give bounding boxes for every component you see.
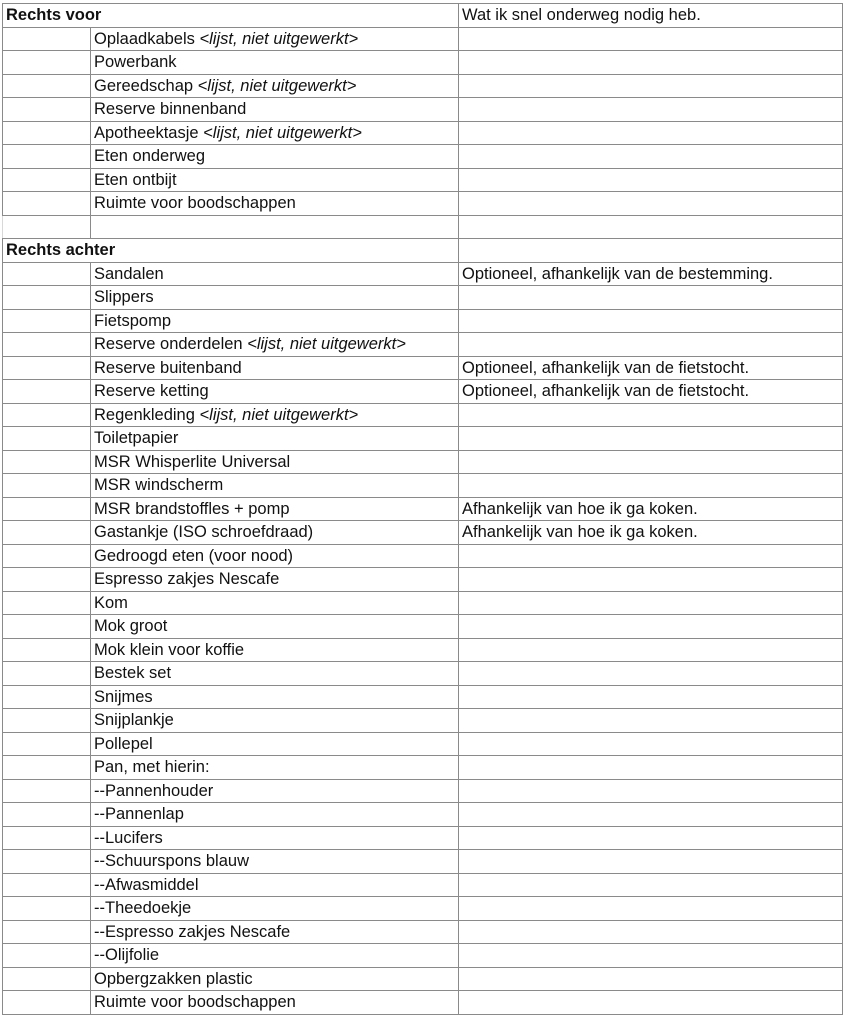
item-cell[interactable] (91, 27, 459, 51)
indent-cell[interactable] (3, 262, 91, 286)
comment-cell[interactable]: Afhankelijk van hoe ik ga koken. (459, 521, 843, 545)
item-cell[interactable] (91, 873, 459, 897)
indent-cell[interactable] (3, 638, 91, 662)
item-cell[interactable] (91, 756, 459, 780)
item-cell[interactable] (91, 521, 459, 545)
indent-cell[interactable] (3, 873, 91, 897)
item-cell[interactable] (91, 403, 459, 427)
item-cell[interactable] (91, 544, 459, 568)
table-row (3, 850, 843, 874)
table-row (3, 168, 843, 192)
item-label: Eten onderweg (94, 147, 205, 166)
item-cell[interactable] (91, 427, 459, 451)
item-label: Mok klein voor koffie (94, 640, 245, 659)
indent-cell[interactable] (3, 779, 91, 803)
item-label: Bestek set (94, 664, 172, 683)
item-cell[interactable] (91, 897, 459, 921)
comment-cell[interactable] (459, 286, 843, 310)
table-row (3, 192, 843, 216)
item-label: Reserve buitenband (94, 358, 242, 377)
item-label: Snijmes (94, 687, 153, 706)
comment-cell[interactable] (459, 403, 843, 427)
indent-cell[interactable] (3, 568, 91, 592)
indent-cell[interactable] (3, 920, 91, 944)
comment-cell[interactable] (459, 121, 843, 145)
indent-cell[interactable] (3, 732, 91, 756)
item-cell[interactable] (91, 333, 459, 357)
section-header-row (3, 239, 843, 263)
comment-cell[interactable] (459, 850, 843, 874)
item-cell[interactable] (91, 685, 459, 709)
table-row (3, 262, 843, 286)
item-label: --Schuurspons blauw (94, 852, 249, 871)
indent-cell[interactable] (3, 192, 91, 216)
comment-cell[interactable] (459, 944, 843, 968)
item-label: Regenkleding (94, 405, 195, 424)
item-cell[interactable] (91, 192, 459, 216)
indent-cell[interactable] (3, 991, 91, 1015)
item-cell[interactable] (91, 309, 459, 333)
indent-cell[interactable] (3, 662, 91, 686)
comment-cell[interactable] (459, 991, 843, 1015)
empty-cell[interactable] (459, 215, 843, 239)
item-cell[interactable] (91, 991, 459, 1015)
comment-cell[interactable] (459, 920, 843, 944)
table-row (3, 474, 843, 498)
item-cell[interactable] (91, 850, 459, 874)
indent-cell[interactable] (3, 756, 91, 780)
item-cell[interactable] (91, 967, 459, 991)
indent-cell[interactable] (3, 474, 91, 498)
item-cell[interactable] (91, 944, 459, 968)
item-label: Gedroogd eten (voor nood) (94, 546, 294, 565)
item-cell[interactable] (91, 709, 459, 733)
indent-cell[interactable] (3, 803, 91, 827)
comment-cell[interactable] (459, 51, 843, 75)
table-row (3, 826, 843, 850)
item-label: --Olijfolie (94, 946, 160, 965)
item-label: --Pannenhouder (94, 781, 214, 800)
comment-cell[interactable] (459, 873, 843, 897)
section-comment-cell[interactable] (459, 239, 843, 263)
comment-cell[interactable] (459, 591, 843, 615)
sheet-body (3, 4, 843, 1015)
item-cell[interactable] (91, 74, 459, 98)
item-label: --Pannenlap (94, 805, 184, 824)
table-row (3, 427, 843, 451)
item-label: Pan, met hierin: (94, 758, 210, 777)
table-row (3, 944, 843, 968)
item-label: --Espresso zakjes Nescafe (94, 922, 291, 941)
item-cell[interactable] (91, 474, 459, 498)
item-label: --Theedoekje (94, 899, 192, 918)
comment-cell[interactable] (459, 779, 843, 803)
indent-cell[interactable] (3, 709, 91, 733)
indent-cell[interactable] (3, 850, 91, 874)
comment-cell[interactable] (459, 427, 843, 451)
indent-cell[interactable] (3, 403, 91, 427)
indent-cell[interactable] (3, 897, 91, 921)
item-note: <lijst, niet uitgewerkt> (203, 123, 362, 142)
item-label: Espresso zakjes Nescafe (94, 570, 280, 589)
table-row (3, 121, 843, 145)
item-cell[interactable] (91, 662, 459, 686)
comment-cell[interactable] (459, 568, 843, 592)
indent-cell[interactable] (3, 615, 91, 639)
table-row (3, 897, 843, 921)
table-row (3, 638, 843, 662)
item-cell[interactable] (91, 779, 459, 803)
table-row (3, 662, 843, 686)
item-label: --Lucifers (94, 828, 163, 847)
comment-cell[interactable] (459, 450, 843, 474)
comment-cell[interactable]: Optioneel, afhankelijk van de fietstocht. (459, 356, 843, 380)
comment-cell[interactable] (459, 309, 843, 333)
comment-cell[interactable] (459, 27, 843, 51)
comment-cell[interactable] (459, 685, 843, 709)
item-label: MSR Whisperlite Universal (94, 452, 291, 471)
indent-cell[interactable] (3, 27, 91, 51)
item-label: Gereedschap (94, 76, 194, 95)
item-label: Sandalen (94, 264, 164, 283)
table-row (3, 145, 843, 169)
comment-cell[interactable] (459, 145, 843, 169)
indent-cell[interactable] (3, 944, 91, 968)
item-note: <lijst, niet uitgewerkt> (247, 335, 406, 354)
indent-cell[interactable] (3, 685, 91, 709)
indent-cell[interactable] (3, 145, 91, 169)
table-row (3, 333, 843, 357)
indent-cell[interactable] (3, 521, 91, 545)
item-cell[interactable] (91, 615, 459, 639)
comment-cell[interactable] (459, 803, 843, 827)
item-cell[interactable] (91, 262, 459, 286)
table-row (3, 803, 843, 827)
indent-cell[interactable] (3, 427, 91, 451)
empty-cell[interactable] (91, 215, 459, 239)
item-label: Slippers (94, 288, 154, 307)
item-cell[interactable] (91, 168, 459, 192)
table-row (3, 591, 843, 615)
comment-cell[interactable] (459, 732, 843, 756)
item-label: Toiletpapier (94, 429, 179, 448)
item-cell[interactable] (91, 591, 459, 615)
item-label: Fietspomp (94, 311, 172, 330)
table-row (3, 779, 843, 803)
item-label: MSR brandstoffles + pomp (94, 499, 290, 518)
item-cell[interactable] (91, 568, 459, 592)
table-row (3, 74, 843, 98)
item-label: Reserve binnenband (94, 100, 247, 119)
empty-cell[interactable] (3, 215, 91, 239)
indent-cell[interactable] (3, 286, 91, 310)
blank-row (3, 215, 843, 239)
item-label: Kom (94, 593, 128, 612)
item-cell[interactable] (91, 638, 459, 662)
section-title[interactable]: Rechts achter (3, 239, 459, 263)
section-title[interactable]: Rechts voor (3, 4, 459, 28)
item-note: <lijst, niet uitgewerkt> (199, 405, 359, 424)
table-row (3, 709, 843, 733)
table-row (3, 568, 843, 592)
comment-cell[interactable] (459, 756, 843, 780)
comment-cell[interactable] (459, 662, 843, 686)
table-row (3, 615, 843, 639)
comment-cell[interactable] (459, 192, 843, 216)
table-row (3, 98, 843, 122)
item-label: Pollepel (94, 734, 153, 753)
indent-cell[interactable] (3, 967, 91, 991)
item-note: <lijst, niet uitgewerkt> (199, 29, 359, 48)
table-row (3, 450, 843, 474)
item-cell[interactable] (91, 803, 459, 827)
table-row (3, 685, 843, 709)
item-cell[interactable] (91, 51, 459, 75)
item-label: Ruimte voor boodschappen (94, 993, 296, 1012)
indent-cell[interactable] (3, 168, 91, 192)
indent-cell[interactable] (3, 591, 91, 615)
indent-cell[interactable] (3, 544, 91, 568)
comment-cell[interactable] (459, 967, 843, 991)
item-label: Apotheektasje (94, 123, 199, 142)
indent-cell[interactable] (3, 74, 91, 98)
item-note: <lijst, niet uitgewerkt> (197, 76, 357, 95)
comment-cell[interactable] (459, 638, 843, 662)
table-row (3, 732, 843, 756)
item-cell[interactable] (91, 826, 459, 850)
table-row (3, 286, 843, 310)
item-label: Eten ontbijt (94, 170, 177, 189)
table-row (3, 756, 843, 780)
item-label: Opbergzakken plastic (94, 969, 253, 988)
comment-cell[interactable] (459, 826, 843, 850)
comment-cell[interactable] (459, 615, 843, 639)
indent-cell[interactable] (3, 121, 91, 145)
table-row (3, 967, 843, 991)
table-row (3, 309, 843, 333)
section-header-row (3, 4, 843, 28)
item-cell[interactable] (91, 286, 459, 310)
comment-cell[interactable] (459, 98, 843, 122)
indent-cell[interactable] (3, 356, 91, 380)
item-cell[interactable] (91, 121, 459, 145)
item-label: Gastankje (ISO schroefdraad) (94, 523, 314, 542)
comment-cell[interactable] (459, 709, 843, 733)
comment-cell[interactable] (459, 333, 843, 357)
table-row (3, 380, 843, 404)
packing-list-sheet (2, 3, 843, 1015)
comment-cell[interactable] (459, 897, 843, 921)
comment-cell[interactable] (459, 474, 843, 498)
table-row (3, 356, 843, 380)
table-row (3, 544, 843, 568)
comment-cell[interactable]: Afhankelijk van hoe ik ga koken. (459, 497, 843, 521)
item-label: Snijplankje (94, 711, 174, 730)
indent-cell[interactable] (3, 826, 91, 850)
item-label: Ruimte voor boodschappen (94, 194, 296, 213)
table-row (3, 873, 843, 897)
table-row (3, 497, 843, 521)
item-cell[interactable] (91, 450, 459, 474)
table-row (3, 991, 843, 1015)
item-cell[interactable] (91, 356, 459, 380)
indent-cell[interactable] (3, 380, 91, 404)
table-row (3, 521, 843, 545)
item-cell[interactable] (91, 732, 459, 756)
section-comment-cell[interactable]: Wat ik snel onderweg nodig heb. (459, 4, 843, 28)
item-label: Reserve onderdelen (94, 335, 243, 354)
comment-cell[interactable]: Optioneel, afhankelijk van de bestemming. (459, 262, 843, 286)
comment-cell[interactable] (459, 168, 843, 192)
item-label: MSR windscherm (94, 476, 224, 495)
item-label: Mok groot (94, 617, 168, 636)
item-label: Powerbank (94, 53, 177, 72)
indent-cell[interactable] (3, 309, 91, 333)
item-cell[interactable] (91, 497, 459, 521)
item-cell[interactable] (91, 380, 459, 404)
indent-cell[interactable] (3, 98, 91, 122)
item-cell[interactable] (91, 145, 459, 169)
item-cell[interactable] (91, 920, 459, 944)
comment-cell[interactable] (459, 544, 843, 568)
table-row (3, 920, 843, 944)
item-label: --Afwasmiddel (94, 875, 199, 894)
comment-cell[interactable] (459, 74, 843, 98)
indent-cell[interactable] (3, 450, 91, 474)
indent-cell[interactable] (3, 333, 91, 357)
indent-cell[interactable] (3, 497, 91, 521)
item-label: Oplaadkabels (94, 29, 195, 48)
table-row (3, 403, 843, 427)
indent-cell[interactable] (3, 51, 91, 75)
table-row (3, 27, 843, 51)
comment-cell[interactable]: Optioneel, afhankelijk van de fietstocht. (459, 380, 843, 404)
table-row (3, 51, 843, 75)
item-cell[interactable] (91, 98, 459, 122)
item-label: Reserve ketting (94, 382, 209, 401)
